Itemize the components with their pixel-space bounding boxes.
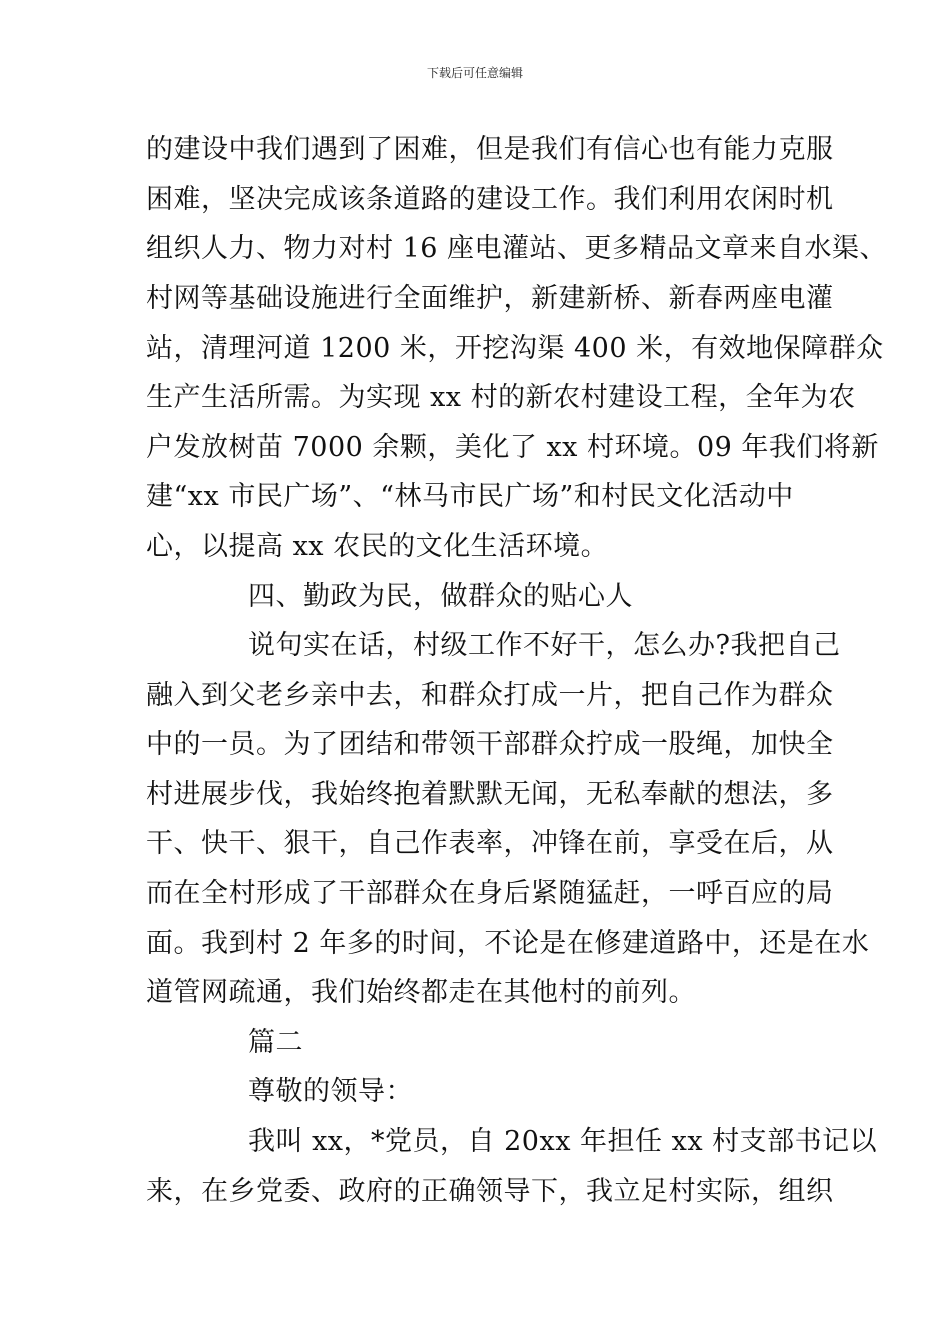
body-line: 建“xx 市民广场”、“林马市民广场”和村民文化活动中 (146, 481, 794, 512)
body-line: 心，以提高 xx 农民的文化生活环境。 (146, 531, 609, 562)
salutation: 尊敬的领导： (248, 1076, 413, 1107)
page-header: 下载后可任意编辑 (426, 66, 523, 80)
body-line: 干、快干、狠干，自己作表率，冲锋在前，享受在后，从 (146, 828, 834, 859)
body-line: 站，清理河道 1200 米，开挖沟渠 400 米，有效地保障群众 (146, 333, 884, 364)
body-line: 困难，坚决完成该条道路的建设工作。我们利用农闲时机 (146, 184, 834, 215)
body-line: 中的一员。为了团结和带领干部群众拧成一股绳，加快全 (146, 729, 834, 760)
body-line: 组织人力、物力对村 16 座电灌站、更多精品文章来自水渠、 (146, 233, 888, 264)
body-line: 村网等基础设施进行全面维护，新建新桥、新春两座电灌 (146, 283, 834, 314)
body-line: 而在全村形成了干部群众在身后紧随猛赶，一呼百应的局 (146, 878, 834, 909)
body-line: 我叫 xx，*党员，自 20xx 年担任 xx 村支部书记以 (248, 1126, 878, 1157)
body-line: 来，在乡党委、政府的正确领导下，我立足村实际，组织 (146, 1176, 834, 1207)
body-line: 说句实在话，村级工作不好干，怎么办?我把自己 (248, 630, 841, 661)
body-line: 融入到父老乡亲中去，和群众打成一片，把自己作为群众 (146, 680, 834, 711)
section-heading: 四、勤政为民，做群众的贴心人 (248, 581, 633, 612)
body-line: 村进展步伐，我始终抱着默默无闻，无私奉献的想法，多 (146, 779, 834, 810)
body-line: 道管网疏通，我们始终都走在其他村的前列。 (146, 977, 696, 1008)
section-title: 篇二 (248, 1027, 303, 1058)
body-line: 的建设中我们遇到了困难，但是我们有信心也有能力克服 (146, 134, 834, 165)
body-line: 生产生活所需。为实现 xx 村的新农村建设工程，全年为农 (146, 382, 856, 413)
body-line: 户发放树苗 7000 余颗，美化了 xx 村环境。09 年我们将新 (146, 432, 879, 463)
body-line: 面。我到村 2 年多的时间，不论是在修建道路中，还是在水 (146, 928, 870, 959)
